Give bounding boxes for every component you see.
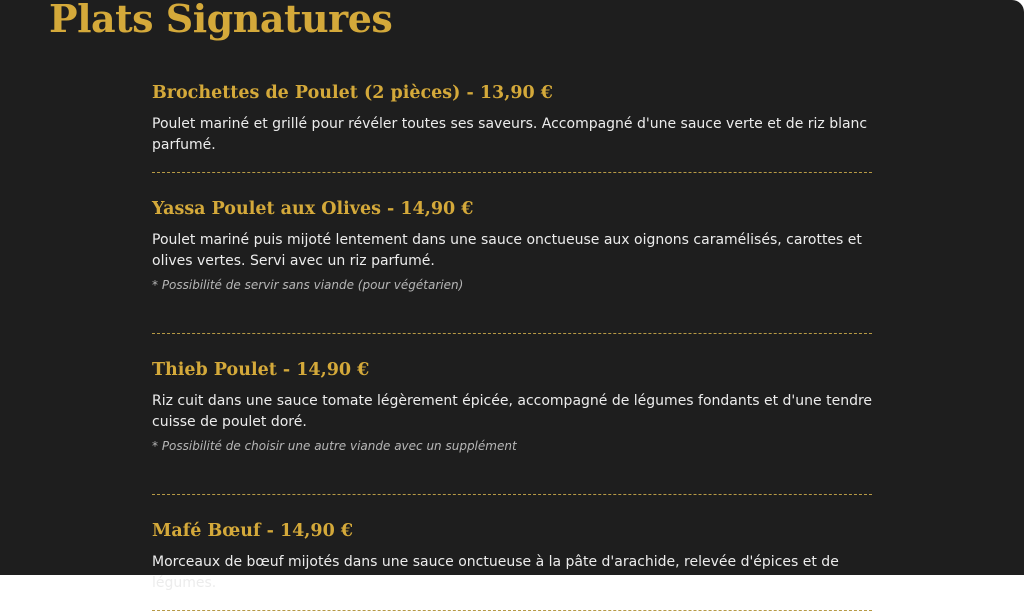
menu-item-name: Brochettes de Poulet (2 pièces) - 13,90 €: [152, 83, 553, 103]
menu-item-name: Thieb Poulet - 14,90 €: [152, 360, 370, 380]
menu-item: [152, 518, 872, 611]
menu-item-name: Yassa Poulet aux Olives - 14,90 €: [152, 199, 474, 219]
menu-item-description: Poulet mariné puis mijoté lentement dans une sauce onctueuse aux oignons caramélisés, carottes et olives vertes. Servi avec un riz parfumé.: [152, 232, 862, 269]
section-title: Plats Signatures: [49, 0, 393, 41]
menu-item-description: Riz cuit dans une sauce tomate légèrement épicée, accompagné de légumes fondants et d'une tendre cuisse de poulet doré.: [152, 393, 873, 430]
menu-list: [152, 80, 872, 611]
menu-item-description: Morceaux de bœuf mijotés dans une sauce onctueuse à la pâte d'arachide, relevée d'épices et de légumes.: [152, 554, 839, 591]
menu-item: [152, 357, 872, 495]
menu-item-name: Mafé Bœuf - 14,90 €: [152, 521, 354, 541]
menu-item: [152, 196, 872, 334]
menu-item-note: * Possibilité de choisir une autre viande avec un supplément: [152, 439, 517, 453]
menu-item-description: Poulet mariné et grillé pour révéler toutes ses saveurs. Accompagné d'une sauce verte et de riz blanc parfumé.: [152, 116, 868, 153]
menu-item: [152, 80, 872, 173]
menu-item-note: * Possibilité de servir sans viande (pour végétarien): [152, 278, 464, 292]
